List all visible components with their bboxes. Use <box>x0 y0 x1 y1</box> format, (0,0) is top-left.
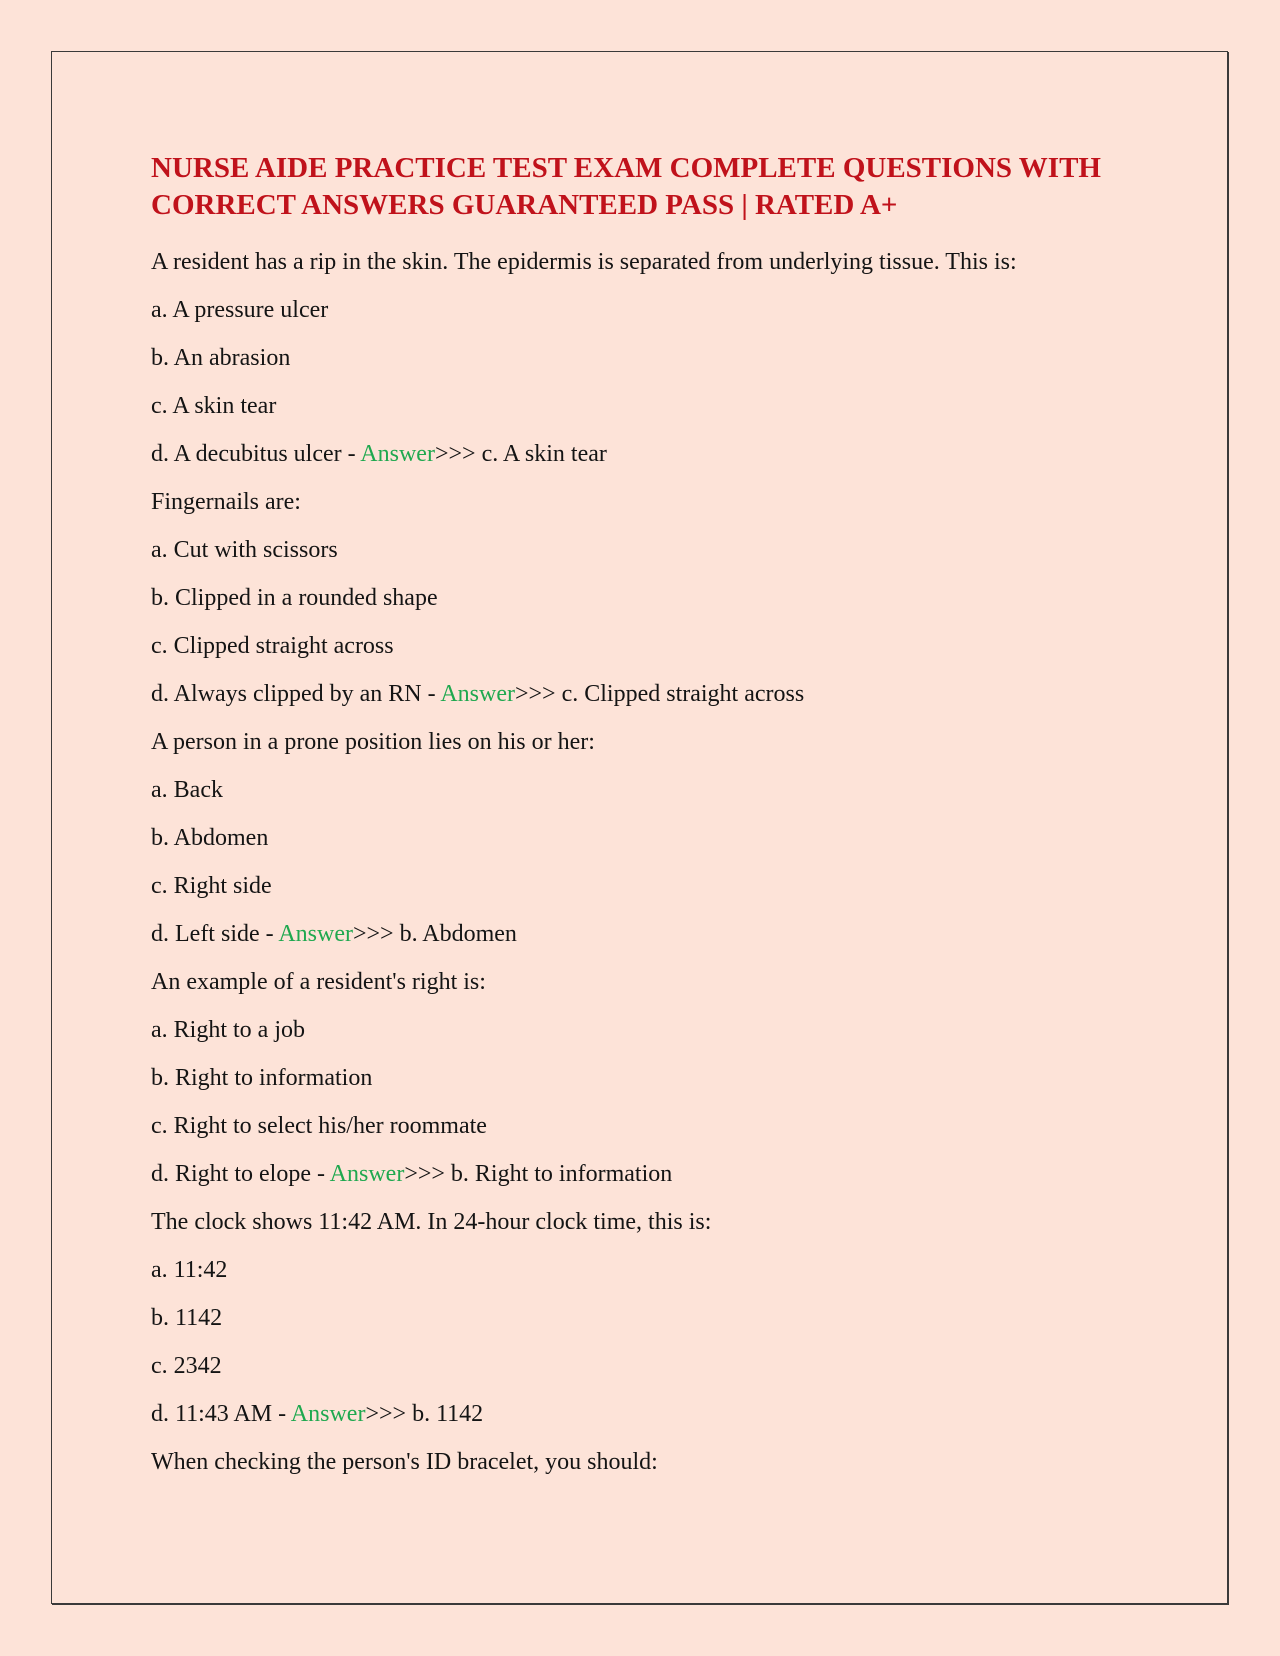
option-b: b. Abdomen <box>151 825 269 851</box>
correct-answer: c. A skin tear <box>481 441 607 467</box>
question-text: When checking the person's ID bracelet, you should: <box>151 1449 658 1475</box>
question-block <box>151 238 1151 478</box>
option-d-with-answer <box>151 430 1151 478</box>
option-c: c. A skin tear <box>151 393 277 419</box>
option-d: d. Left side - <box>151 921 279 947</box>
option-d: d. Right to elope - <box>151 1161 330 1187</box>
question-block <box>151 478 1151 718</box>
question-text: Fingernails are: <box>151 489 301 515</box>
option-d-with-answer <box>151 670 1151 718</box>
question-text: An example of a resident's right is: <box>151 969 486 995</box>
document-body <box>151 150 1151 1486</box>
option-b: b. Clipped in a rounded shape <box>151 585 438 611</box>
option-c: c. Right to select his/her roommate <box>151 1113 487 1139</box>
option-a: a. 11:42 <box>151 1257 228 1283</box>
answer-keyword: Answer <box>290 1401 366 1427</box>
option-a: a. Right to a job <box>151 1017 305 1043</box>
correct-answer: b. Abdomen <box>399 921 517 947</box>
answer-keyword: Answer <box>440 681 515 707</box>
option-b: b. 1142 <box>151 1305 223 1331</box>
answer-keyword: Answer <box>360 441 435 467</box>
option-d: d. 11:43 AM - <box>151 1401 291 1427</box>
correct-answer: b. Right to information <box>450 1161 673 1187</box>
question-text: The clock shows 11:42 AM. In 24-hour clock time, this is: <box>151 1209 712 1235</box>
option-b: b. Right to information <box>151 1065 373 1091</box>
correct-answer: b. 1142 <box>412 1401 484 1427</box>
question-block <box>151 1198 1151 1438</box>
option-d-with-answer <box>151 1390 1151 1438</box>
correct-answer: c. Clipped straight across <box>561 681 805 707</box>
option-a: a. A pressure ulcer <box>151 297 329 323</box>
option-c: c. 2342 <box>151 1353 222 1379</box>
answer-separator: >>> <box>434 441 482 467</box>
option-a: a. Back <box>151 777 223 803</box>
option-d: d. A decubitus ulcer - <box>151 441 361 467</box>
question-text: A resident has a rip in the skin. The epidermis is separated from underlying tissue. This is: <box>151 249 1017 275</box>
answer-keyword: Answer <box>329 1161 405 1187</box>
question-text: A person in a prone position lies on his or her: <box>151 729 595 755</box>
answer-separator: >>> <box>404 1161 451 1187</box>
answer-separator: >>> <box>514 681 562 707</box>
document-title: NURSE AIDE PRACTICE TEST EXAM COMPLETE QUESTIONS WITH CORRECT ANSWERS GUARANTEED PASS | RATED A+ <box>151 152 1101 221</box>
answer-keyword: Answer <box>278 921 353 947</box>
option-d-with-answer <box>151 910 1151 958</box>
question-block <box>151 718 1151 958</box>
option-d: d. Always clipped by an RN - <box>151 681 441 707</box>
option-d-with-answer <box>151 1150 1151 1198</box>
option-b: b. An abrasion <box>151 345 291 371</box>
answer-separator: >>> <box>365 1401 413 1427</box>
option-c: c. Right side <box>151 873 272 899</box>
option-a: a. Cut with scissors <box>151 537 338 563</box>
answer-separator: >>> <box>352 921 400 947</box>
option-c: c. Clipped straight across <box>151 633 394 659</box>
question-block <box>151 958 1151 1198</box>
